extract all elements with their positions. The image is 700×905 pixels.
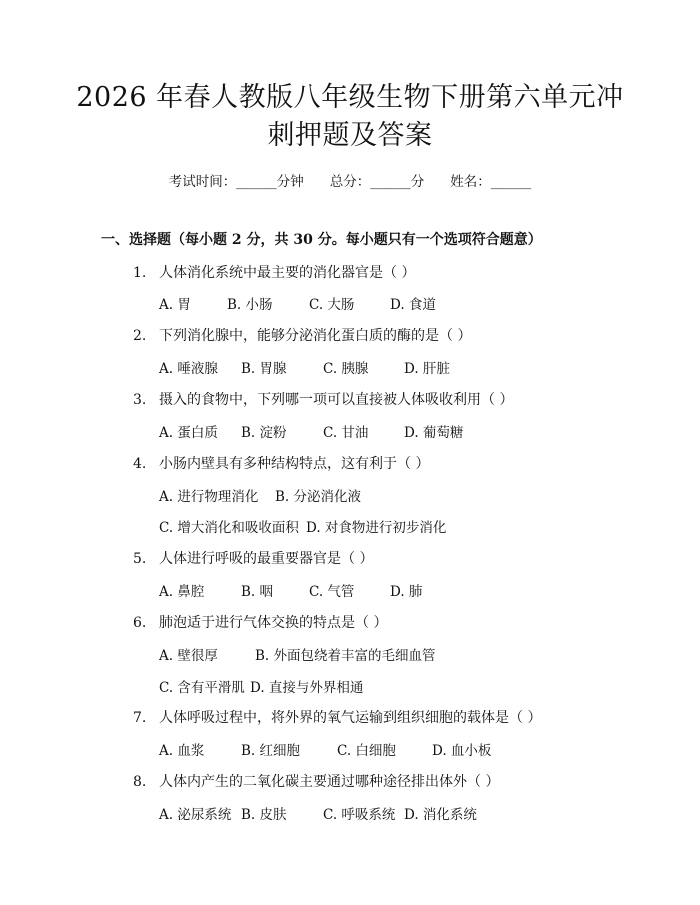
question-text: 人体进行呼吸的最重要器官是（ ） (159, 551, 374, 567)
option-d: D. 消化系统 (404, 807, 477, 823)
option-b: B. 咽 (241, 584, 274, 600)
question-number: 1. (133, 265, 147, 281)
question-1 (133, 262, 415, 282)
option-d: D. 对食物进行初步消化 (306, 520, 447, 536)
option-a: A. 蛋白质 (159, 425, 218, 441)
question-text: 人体呼吸过程中，将外界的氧气运输到组织细胞的载体是（ ） (159, 710, 542, 726)
option-c: C. 甘油 (323, 425, 369, 441)
option-d: D. 葡萄糖 (404, 425, 464, 441)
page-title-line-2: 刺押题及答案 (267, 120, 433, 151)
option-c: C. 气管 (309, 584, 355, 600)
option-d: D. 直接与外界相通 (250, 680, 364, 696)
section-heading: 一、选择题（每小题 2 分，共 30 分。每小题只有一个选项符合题意） (101, 232, 542, 248)
option-a: A. 进行物理消化 (159, 489, 259, 505)
option-b: B. 淀粉 (241, 425, 287, 441)
question-7 (133, 707, 541, 727)
question-text: 小肠内壁具有多种结构特点，这有利于（ ） (159, 456, 430, 472)
option-d: D. 食道 (390, 297, 436, 313)
question-8 (133, 771, 499, 791)
option-a: A. 鼻腔 (159, 584, 205, 600)
exam-total-score: 总分：______分 (329, 174, 425, 190)
question-text: 摄入的食物中，下列哪一项可以直接被人体吸收利用（ ） (159, 392, 514, 408)
option-b: B. 皮肤 (241, 807, 287, 823)
option-a: A. 胃 (159, 297, 191, 313)
page-title-line-1: 2026 年春人教版八年级生物下册第六单元冲 (76, 82, 624, 113)
question-text: 肺泡适于进行气体交换的特点是（ ） (159, 615, 388, 631)
option-d: D. 血小板 (432, 743, 492, 759)
question-text: 下列消化腺中，能够分泌消化蛋白质的酶的是（ ） (159, 328, 472, 344)
option-b: B. 小肠 (227, 297, 273, 313)
option-b: B. 胃腺 (241, 361, 287, 377)
question-text: 人体消化系统中最主要的消化器官是（ ） (159, 265, 416, 281)
option-b: B. 分泌消化液 (275, 489, 362, 505)
student-name: 姓名：______ (450, 174, 532, 190)
question-text: 人体内产生的二氧化碳主要通过哪种途径排出体外（ ） (159, 774, 500, 790)
exam-time: 考试时间：______分钟 (168, 174, 304, 190)
option-d: D. 肝脏 (404, 361, 450, 377)
question-6 (133, 612, 387, 632)
exam-meta (0, 170, 700, 190)
option-c: C. 胰腺 (323, 361, 369, 377)
option-a: A. 泌尿系统 (159, 807, 232, 823)
question-number: 7. (133, 710, 147, 726)
question-number: 4. (133, 456, 147, 472)
option-a: A. 壁很厚 (159, 648, 218, 664)
question-number: 8. (133, 774, 147, 790)
question-number: 5. (133, 551, 147, 567)
option-c: C. 增大消化和吸收面积 (159, 520, 299, 536)
question-number: 2. (133, 328, 147, 344)
option-a: A. 血浆 (159, 743, 205, 759)
question-3 (133, 389, 513, 409)
option-a: A. 唾液腺 (159, 361, 218, 377)
option-d: D. 肺 (390, 584, 423, 600)
option-c: C. 大肠 (309, 297, 355, 313)
option-b: B. 红细胞 (241, 743, 301, 759)
question-5 (133, 548, 373, 568)
question-number: 3. (133, 392, 147, 408)
question-2 (133, 325, 471, 345)
question-4 (133, 453, 429, 473)
option-c: C. 呼吸系统 (323, 807, 396, 823)
option-b: B. 外面包绕着丰富的毛细血管 (255, 648, 436, 664)
option-c: C. 含有平滑肌 (159, 680, 245, 696)
option-c: C. 白细胞 (337, 743, 396, 759)
question-number: 6. (133, 615, 147, 631)
